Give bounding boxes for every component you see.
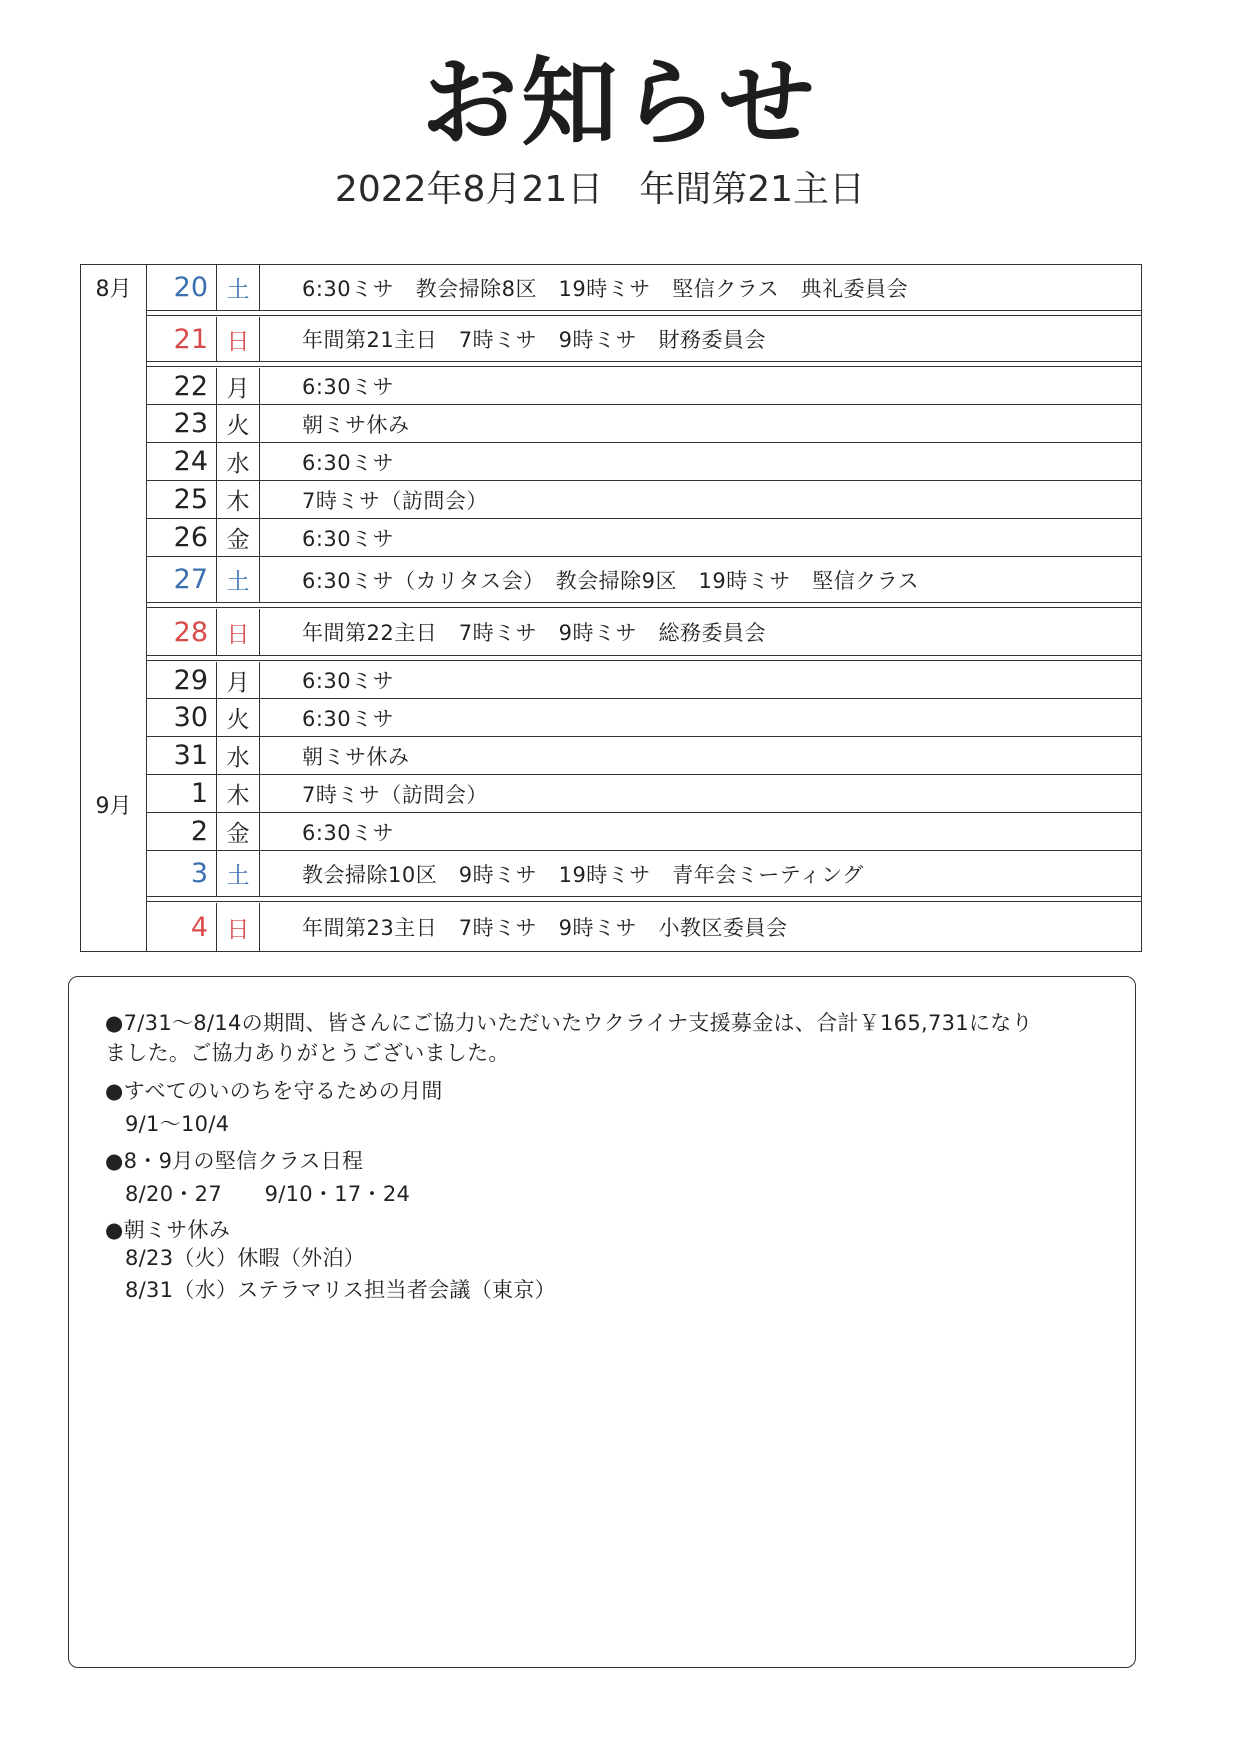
row-day-of-week: 月 [216, 368, 260, 404]
schedule-table [80, 264, 1142, 952]
row-day-of-week: 火 [216, 699, 260, 736]
row-events: 7時ミサ（訪問会） [302, 488, 488, 513]
notice-detail: 8/31（水）ステラマリス担当者会議（東京） [125, 1278, 556, 1302]
row-date: 3 [190, 858, 208, 889]
schedule-row [146, 368, 1141, 405]
row-events: 年間第22主日 7時ミサ 9時ミサ 総務委員会 [302, 621, 766, 645]
row-events: 6:30ミサ [302, 450, 395, 475]
row-day-of-week: 金 [216, 519, 260, 556]
schedule-row [146, 405, 1141, 443]
schedule-row [146, 443, 1141, 481]
schedule-row [146, 557, 1141, 603]
schedule-row [146, 662, 1141, 699]
notice-detail: 9/1～10/4 [125, 1112, 230, 1136]
row-events: 6:30ミサ [302, 820, 395, 845]
row-events: 6:30ミサ [302, 375, 395, 399]
row-date: 21 [173, 323, 208, 355]
notice-heading: ●すべてのいのちを守るための月間 [105, 1079, 443, 1103]
schedule-row [146, 317, 1141, 362]
notice-detail: 8/20・27 9/10・17・24 [125, 1182, 411, 1206]
schedule-row [146, 265, 1141, 311]
notices-box [68, 976, 1136, 1668]
row-date: 29 [173, 664, 208, 696]
row-day-of-week: 日 [216, 903, 260, 951]
row-date: 22 [173, 370, 208, 402]
row-events: 年間第21主日 7時ミサ 9時ミサ 財務委員会 [302, 328, 766, 352]
row-date: 26 [173, 522, 208, 553]
row-date: 25 [173, 484, 208, 515]
row-day-of-week: 木 [216, 775, 260, 812]
row-date: 28 [173, 616, 208, 648]
row-date: 2 [190, 816, 208, 847]
schedule-row [146, 699, 1141, 737]
schedule-row [146, 903, 1141, 951]
row-date: 1 [190, 778, 208, 809]
row-events: 年間第23主日 7時ミサ 9時ミサ 小教区委員会 [302, 916, 788, 940]
row-events: 6:30ミサ（カリタス会） 教会掃除9区 19時ミサ 堅信クラス [302, 568, 920, 593]
row-date: 23 [173, 408, 208, 439]
notice-heading: ●朝ミサ休み [105, 1218, 231, 1242]
row-day-of-week: 土 [216, 851, 260, 896]
row-day-of-week: 火 [216, 405, 260, 442]
schedule-row [146, 851, 1141, 897]
schedule-row [146, 775, 1141, 813]
row-events: 教会掃除10区 9時ミサ 19時ミサ 青年会ミーティング [302, 862, 864, 887]
page-subtitle: 2022年8月21日 年間第21主日 [334, 169, 866, 210]
row-events: 6:30ミサ [302, 706, 395, 731]
schedule-row [146, 737, 1141, 775]
row-date: 27 [173, 564, 208, 595]
row-day-of-week: 土 [216, 557, 260, 602]
notice-heading: ●8・9月の堅信クラス日程 [105, 1149, 364, 1173]
row-date: 31 [173, 740, 208, 771]
row-events: 朝ミサ休み [302, 412, 410, 437]
row-day-of-week: 木 [216, 481, 260, 518]
row-day-of-week: 水 [216, 737, 260, 774]
row-day-of-week: 日 [216, 317, 260, 361]
row-events: 朝ミサ休み [302, 744, 410, 769]
row-day-of-week: 土 [216, 265, 260, 310]
row-date: 24 [173, 446, 208, 477]
notice-detail: 8/23（火）休暇（外泊） [125, 1246, 366, 1270]
row-date: 20 [173, 272, 208, 303]
row-date: 30 [173, 702, 208, 733]
schedule-row [146, 481, 1141, 519]
month-label-august: 8月 [95, 277, 132, 302]
month-label-september: 9月 [95, 794, 132, 819]
notice-line: ●7/31～8/14の期間、皆さんにご協力いただいたウクライナ支援募金は、合計￥165,731になり [105, 1011, 1033, 1035]
row-events: 6:30ミサ [302, 526, 395, 551]
row-events: 6:30ミサ [302, 669, 395, 693]
schedule-row [146, 813, 1141, 851]
row-events: 6:30ミサ 教会掃除8区 19時ミサ 堅信クラス 典礼委員会 [302, 276, 909, 301]
row-day-of-week: 水 [216, 443, 260, 480]
row-day-of-week: 日 [216, 609, 260, 655]
schedule-row [146, 519, 1141, 557]
notice-line: ました。ご協力ありがとうございました。 [105, 1041, 510, 1065]
schedule-row [146, 609, 1141, 656]
page-title: お知らせ [421, 47, 819, 159]
row-day-of-week: 金 [216, 813, 260, 850]
row-day-of-week: 月 [216, 662, 260, 698]
row-date: 4 [190, 911, 208, 943]
row-events: 7時ミサ（訪問会） [302, 782, 488, 807]
